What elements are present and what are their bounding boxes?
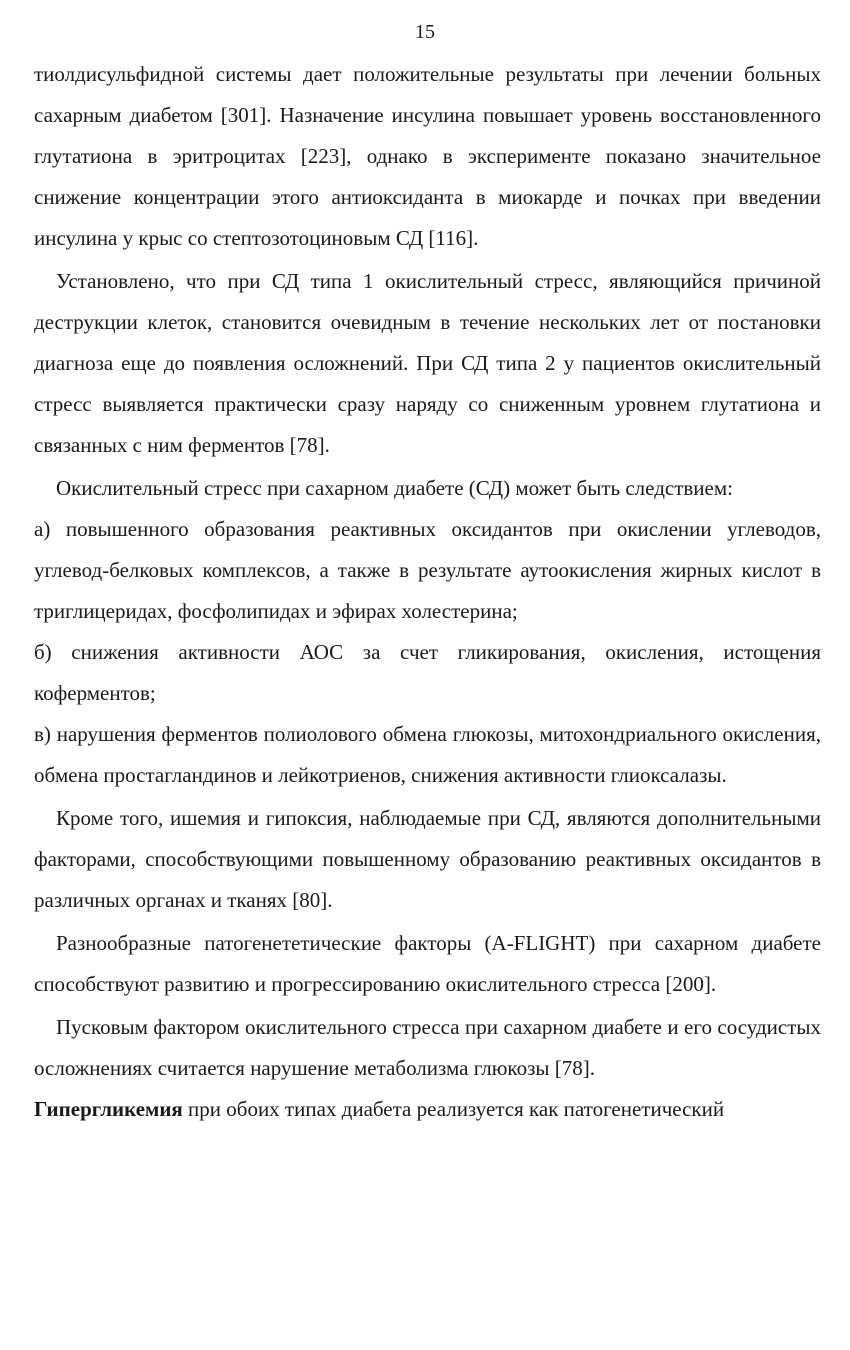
bold-term: Гипергликемия — [34, 1097, 183, 1121]
paragraph-2: Установлено, что при СД типа 1 окислительный стресс, являющийся причиной деструкции клеток, становится очевидным в течение нескольких лет от постановки диагноза еще до появления осложнений. При СД типа 2 у пациентов окислительный стресс выявляется практически сразу наряду со сниженным уровнем глутатиона и связанных с ним ферментов [78]. — [34, 269, 821, 457]
paragraph-10-text: при обоих типах диабета реализуется как патогенетический — [182, 1097, 725, 1121]
page-number: 15 — [415, 21, 435, 43]
page-body — [34, 54, 821, 1130]
paragraph-9: Пусковым фактором окислительного стресса при сахарном диабете и его сосудистых осложнениях считается нарушение метаболизма глюкозы [78]. — [34, 1015, 821, 1080]
paragraph-10 — [34, 1089, 821, 1130]
paragraph-8: Разнообразные патогенететические факторы (A-FLIGHT) при сахарном диабете способствуют развитию и прогрессированию окислительного стресса [200]. — [34, 931, 821, 996]
paragraph-7: Кроме того, ишемия и гипоксия, наблюдаемые при СД, являются дополнительными факторами, способствующими повышенному образованию реактивных оксидантов в различных органах и тканях [80]. — [34, 806, 821, 912]
list-item-b: б) снижения активности АОС за счет гликирования, окисления, истощения коферментов; — [34, 640, 821, 705]
list-item-c: в) нарушения ферментов полиолового обмена глюкозы, митохондриального окисления, обмена простагландинов и лейкотриенов, снижения активности глиоксалазы. — [34, 722, 821, 787]
paragraph-1: тиолдисульфидной системы дает положительные результаты при лечении больных сахарным диабетом [301]. Назначение инсулина повышает уровень восстановленного глутатиона в эритроцитах [223], однако в эксперименте показано значительное снижение концентрации этого антиоксиданта в миокарде и почках при введении инсулина у крыс со стептозотоциновым СД [116]. — [34, 62, 821, 250]
list-item-a: а) повышенного образования реактивных оксидантов при окислении углеводов, углевод-белковых комплексов, а также в результате аутоокисления жирных кислот в триглицеридах, фосфолипидах и эфирах холестерина; — [34, 517, 821, 623]
paragraph-3: Окислительный стресс при сахарном диабете (СД) может быть следствием: — [56, 476, 733, 500]
